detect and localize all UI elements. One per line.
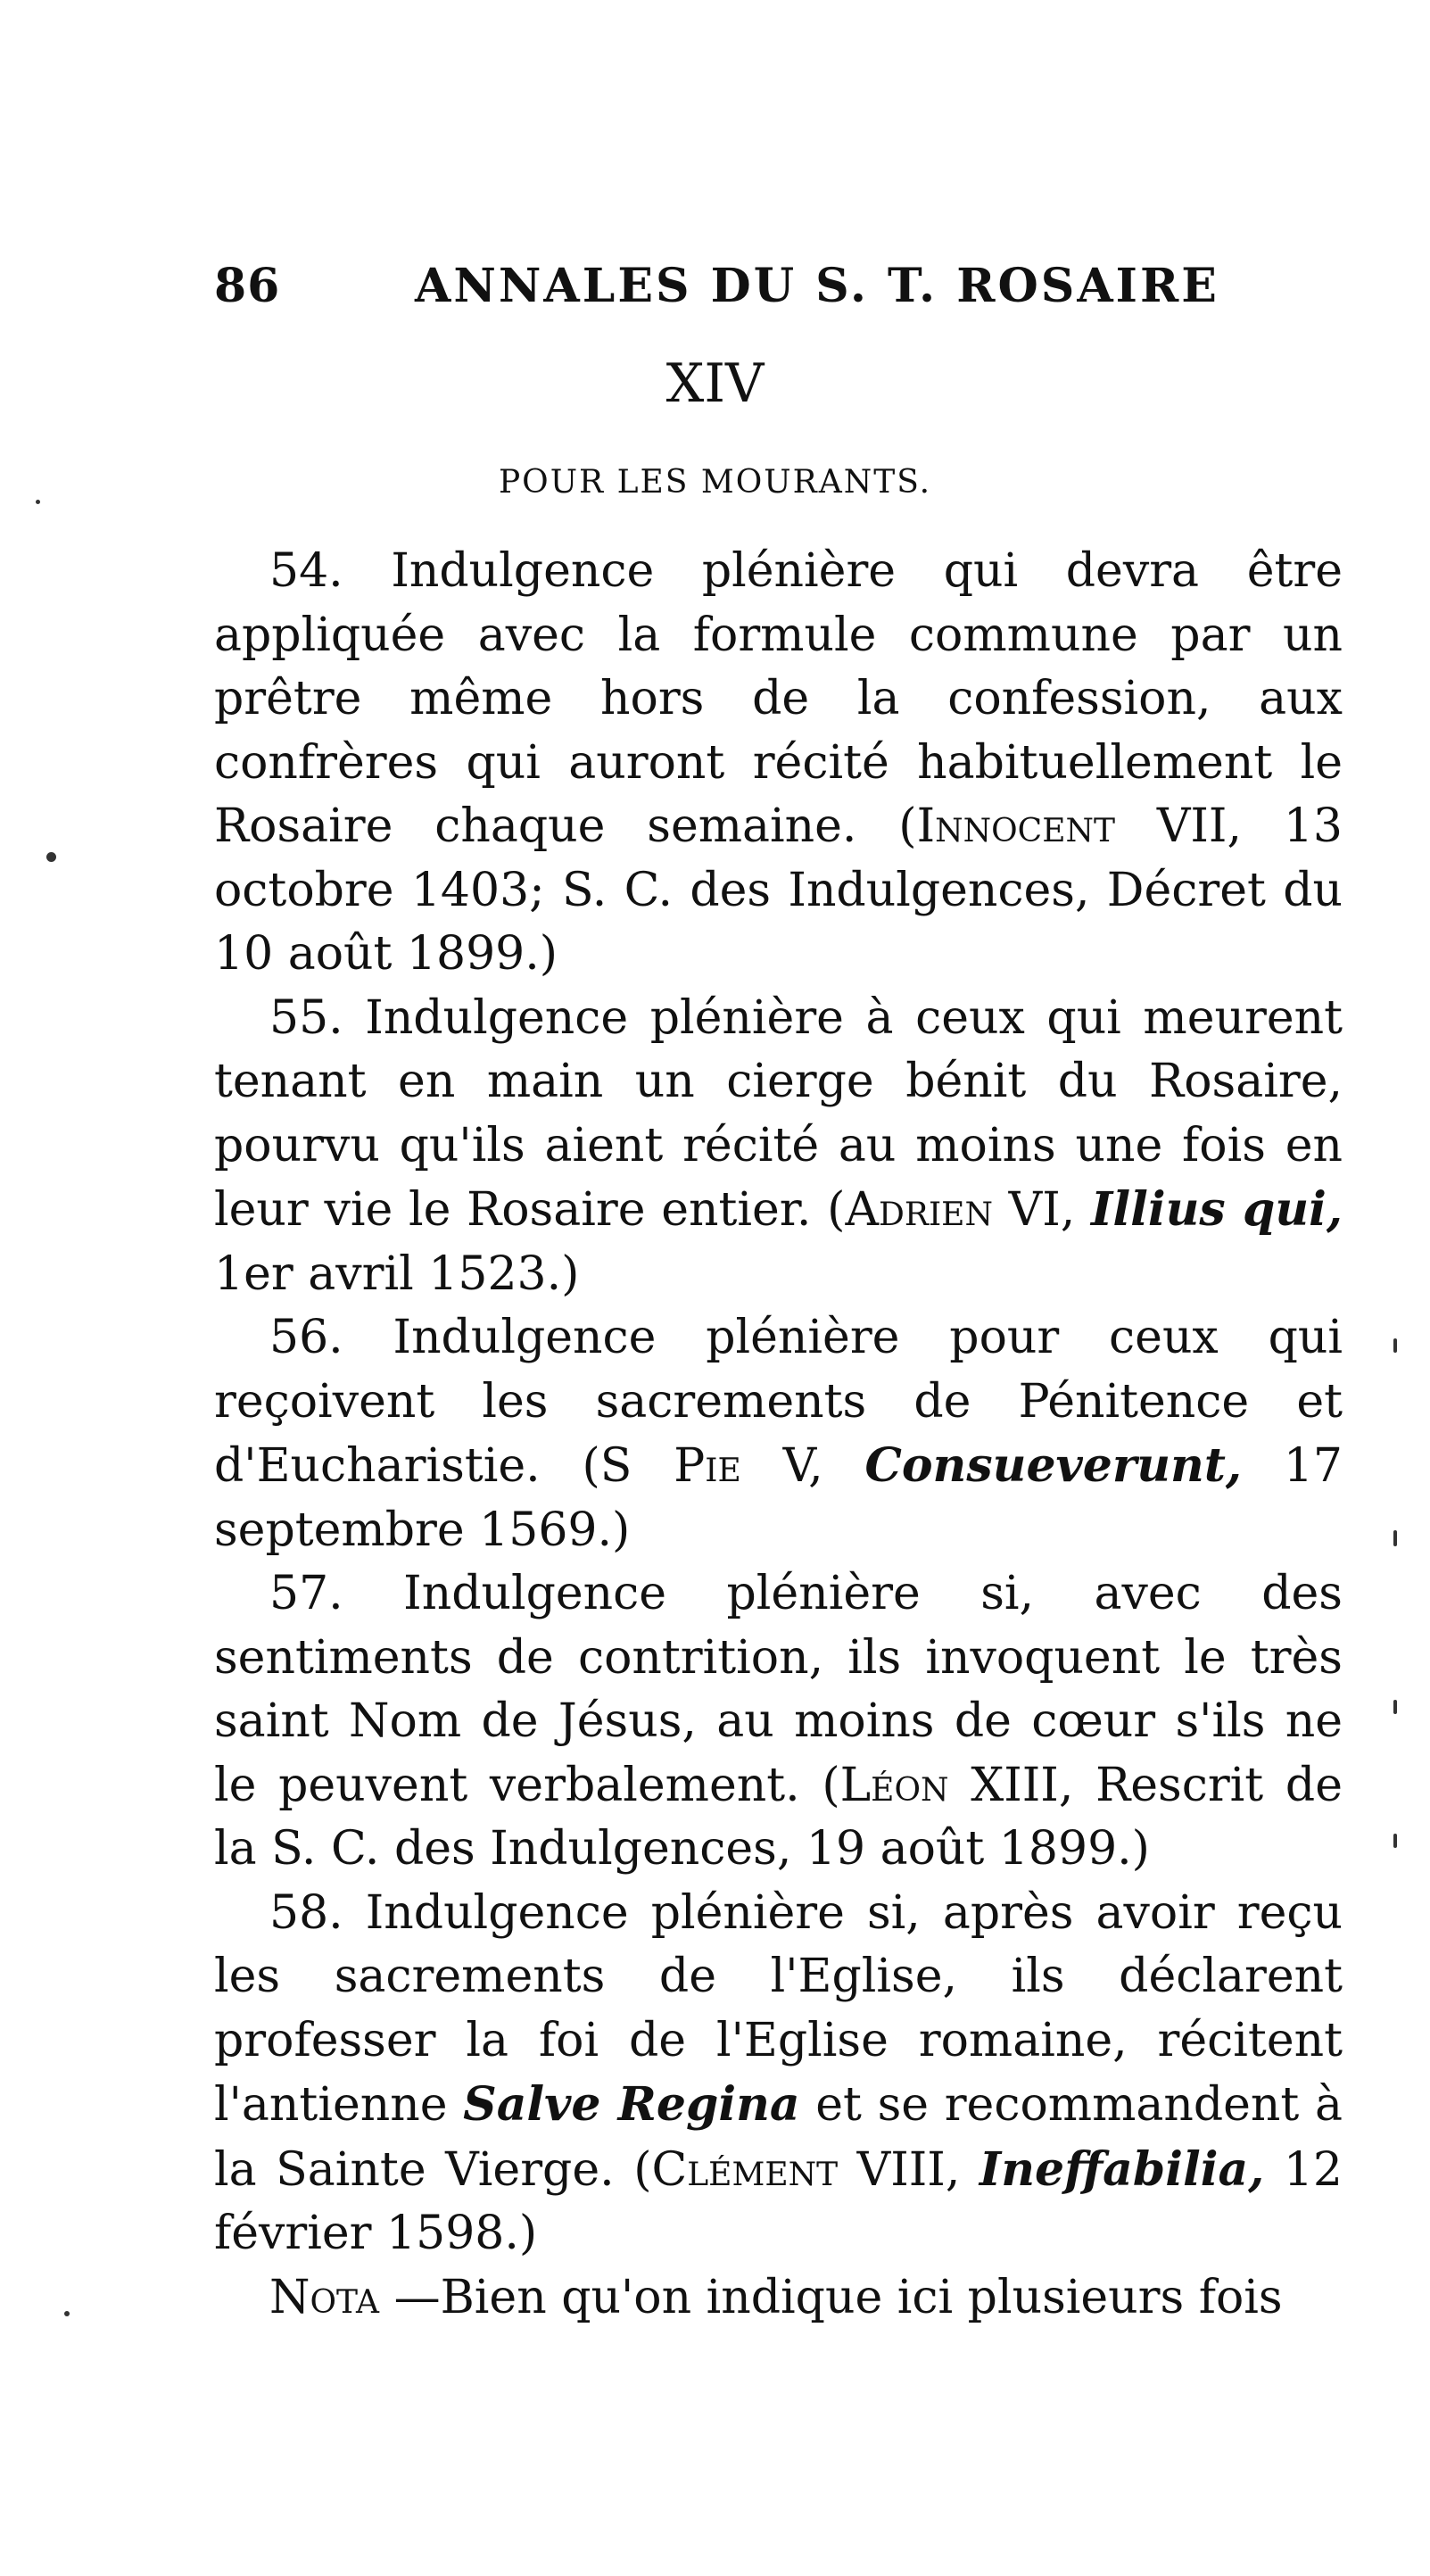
- pope-name: Léon: [839, 1758, 949, 1812]
- pope-name: Adrien: [845, 1183, 993, 1237]
- scan-speck: [1393, 1530, 1397, 1546]
- page-number: 86: [214, 259, 281, 313]
- paragraph-57: 57. Indulgence plénière si, avec des sentiments de contrition, ils invoquent le très saint Nom de Jésus, au moins de cœur s'ils ne le peuvent verbalement. (Léon XIII, Rescrit de la S. C. des Indulgences, 19 août 1899.): [214, 1567, 1343, 1876]
- antiphon-title: Salve Regina: [463, 2077, 800, 2132]
- paragraph-55: 55. Indulgence plénière à ceux qui meurent tenant en main un cierge bénit du Rosaire, pourvu qu'ils aient récité au moins une fois en leur vie le Rosaire entier. (Adrien VI, Illius qui, 1er avril 1523.): [214, 990, 1343, 1301]
- pope-name: Pie: [674, 1439, 741, 1493]
- bull-title: Ineffabilia,: [979, 2141, 1265, 2197]
- running-title: ANNALES DU S. T. ROSAIRE: [415, 259, 1219, 313]
- running-head: [214, 259, 1343, 321]
- nota-label: Nota: [269, 2270, 380, 2324]
- scan-speck: [46, 852, 56, 862]
- paragraph-56: 56. Indulgence plénière pour ceux qui reçoivent les sacrements de Pénitence et d'Eucharistie. (S Pie V, Consueverunt, 17 septembre 1569.): [214, 1311, 1343, 1557]
- body-text: [214, 540, 1343, 2330]
- pope-name: Innocent: [916, 799, 1115, 853]
- paragraph-58: 58. Indulgence plénière si, après avoir reçu les sacrements de l'Eglise, ils déclarent professer la foi de l'Eglise romaine, récitent l'antienne Salve Regina et se recommandent à la Sainte Vierge. (Clément VIII, Ineffabilia, 12 février 1598.): [214, 1885, 1343, 2260]
- section-title: POUR LES MOURANTS.: [498, 464, 932, 501]
- paragraph-nota: Nota —Bien qu'on indique ici plusieurs fois: [269, 2270, 1283, 2324]
- scan-speck: [36, 500, 40, 504]
- bull-title: Consueverunt,: [864, 1438, 1242, 1493]
- scan-speck: [1393, 1700, 1397, 1714]
- scan-speck: [1393, 1338, 1397, 1353]
- scan-speck: [1393, 1834, 1397, 1848]
- paragraph-54: 54. Indulgence plénière qui devra être appliquée avec la formule commune par un prêtre même hors de la confession, aux confrères qui auront récité habituellement le Rosaire chaque semaine. (Innocent VII, 13 octobre 1403; S. C. des Indulgences, Décret du 10 août 1899.): [214, 544, 1343, 981]
- pope-name: Clément: [651, 2142, 839, 2197]
- section-number: XIV: [665, 352, 765, 415]
- bull-title: Illius qui,: [1091, 1182, 1343, 1237]
- scan-speck: [64, 2311, 70, 2316]
